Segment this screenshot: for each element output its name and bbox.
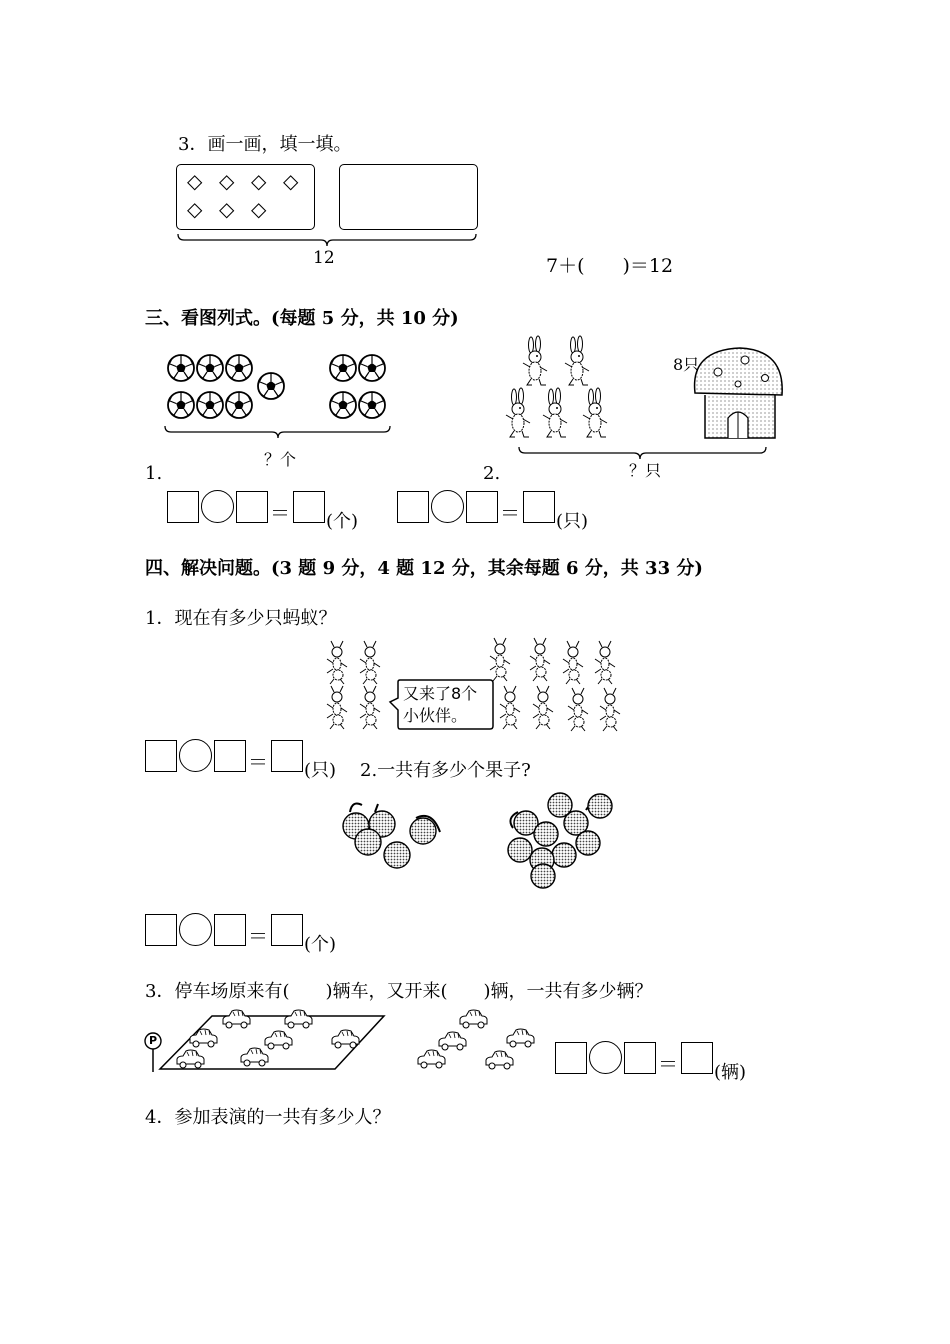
car-icon xyxy=(439,1032,466,1050)
q3-parking-title: 3．停车场原来有( )辆车，又开来( )辆，一共有多少辆？ xyxy=(145,981,653,1002)
equals-sign: ＝ xyxy=(270,501,290,525)
diamond-icon: ◇ xyxy=(187,197,203,221)
diamond-icon: ◇ xyxy=(219,169,235,193)
diamond-icon: ◇ xyxy=(251,169,267,193)
speech-line-2: 小伙伴。 xyxy=(403,706,468,725)
football-question-label: ？个 xyxy=(264,450,297,469)
unit-label: (只) xyxy=(556,511,589,532)
equals-sign: ＝ xyxy=(500,501,520,525)
unit-label: (辆) xyxy=(714,1062,747,1083)
brace-total-label: 12 xyxy=(313,248,335,268)
answer-box[interactable] xyxy=(555,1042,587,1074)
speech-line-1: 又来了8个 xyxy=(403,684,478,703)
equals-sign: ＝ xyxy=(248,750,268,774)
equals-sign: ＝ xyxy=(658,1052,678,1076)
car-icon xyxy=(418,1050,445,1068)
diamond-icon: ◇ xyxy=(251,197,267,221)
problem-1-label: 1. xyxy=(145,463,163,484)
rabbit-question-label: ？只 xyxy=(629,461,662,480)
problem-2-label: 2. xyxy=(483,463,501,484)
answer-box[interactable] xyxy=(624,1042,656,1074)
equals-sign: ＝ xyxy=(248,924,268,948)
diamond-icon: ◇ xyxy=(219,197,235,221)
operator-circle[interactable] xyxy=(589,1041,622,1074)
section-4-heading: 四、解决问题。(3 题 9 分，4 题 12 分，其余每题 6 分，共 33 分) xyxy=(145,558,703,579)
unit-label: (只) xyxy=(304,760,337,781)
q4-performance-title: 4．参加表演的一共有多少人？ xyxy=(145,1107,391,1128)
fill-equation: 7＋( )＝12 xyxy=(546,255,674,277)
car-icon xyxy=(460,1010,487,1028)
diamond-icon: ◇ xyxy=(187,169,203,193)
q1-ants-title: 1．现在有多少只蚂蚁？ xyxy=(145,608,337,629)
diamond-icon: ◇ xyxy=(283,169,299,193)
mushroom-count-label: 8只 xyxy=(673,355,700,374)
parking-sign-icon: P xyxy=(149,1034,158,1047)
unit-label: (个) xyxy=(304,934,337,955)
section-3-heading: 三、看图列式。(每题 5 分，共 10 分) xyxy=(145,308,459,329)
q2-fruit-title: 2.一共有多少个果子? xyxy=(360,760,531,781)
q3-draw-fill-title: 3．画一画，填一填。 xyxy=(178,134,352,155)
answer-box[interactable] xyxy=(681,1042,713,1074)
car-icon xyxy=(507,1029,534,1047)
car-icon xyxy=(486,1051,513,1069)
unit-label: (个) xyxy=(326,511,359,532)
